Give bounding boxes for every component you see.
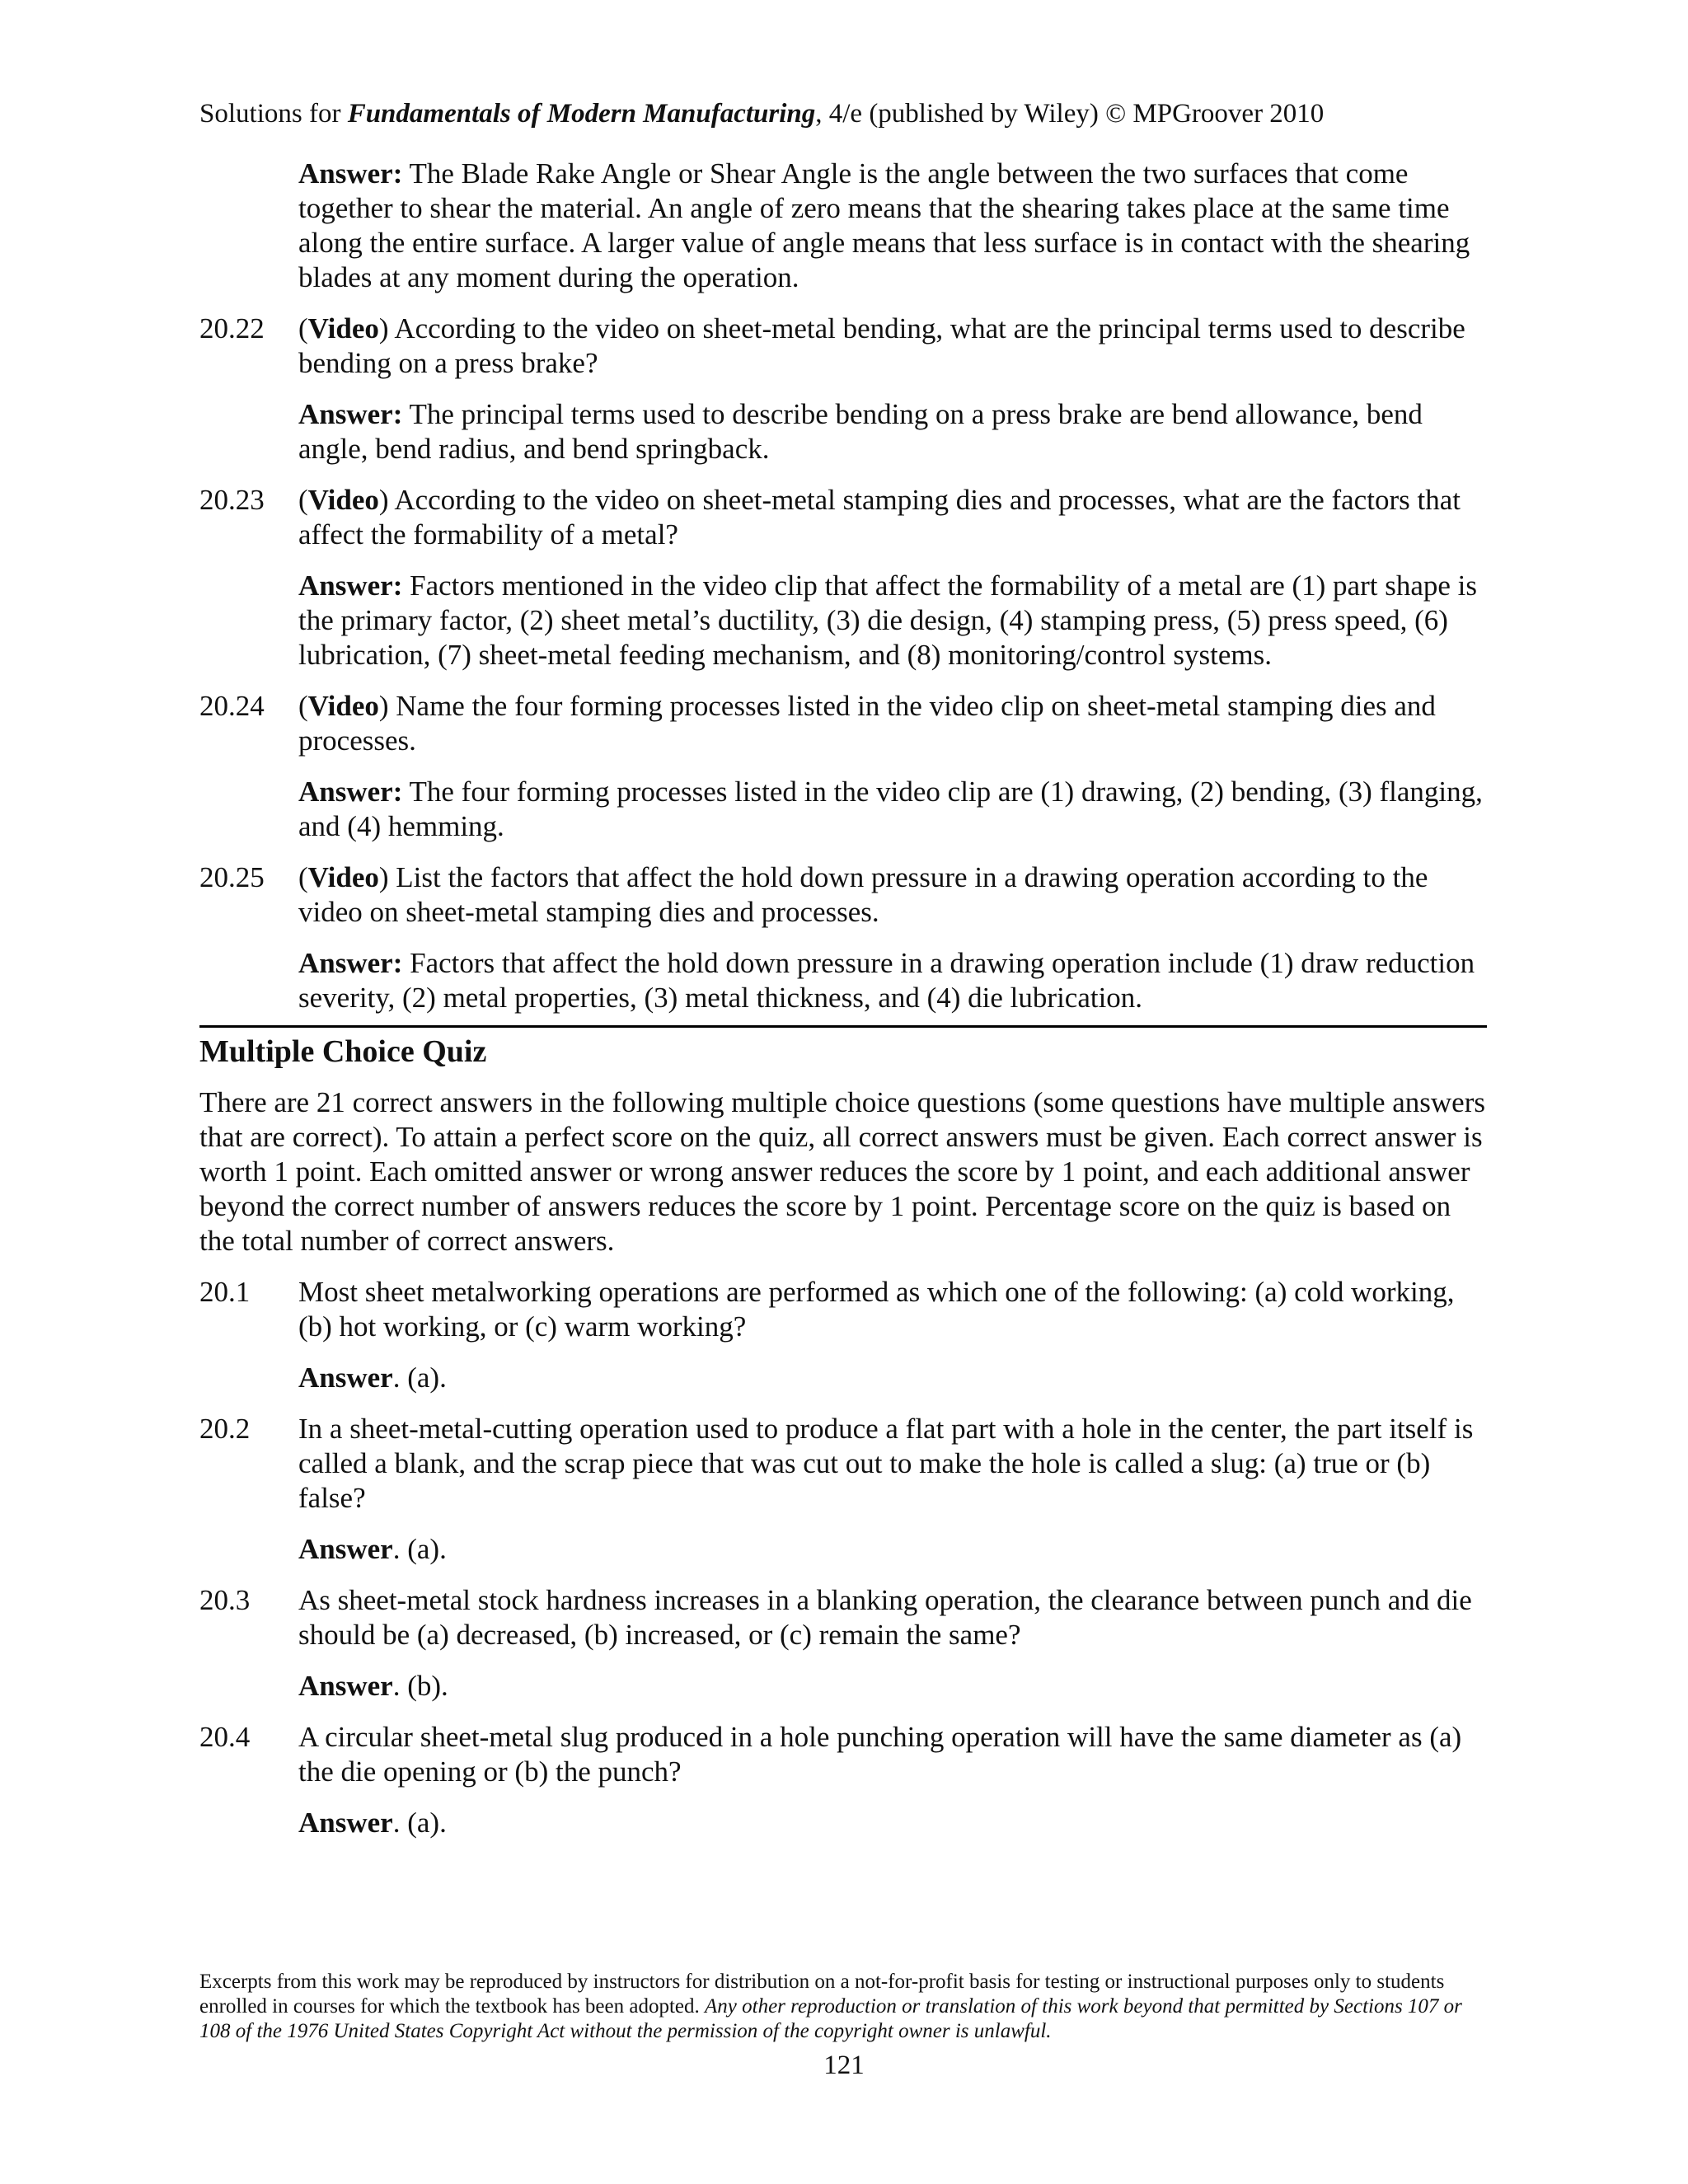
question-text: (Video) List the factors that affect the hold down pressure in a drawing operation according to the video on sheet-metal stamping dies and processes.	[298, 861, 1428, 928]
answer-text: Factors mentioned in the video clip that affect the formability of a metal are (1) part shape is the primary factor, (2) sheet metal’s ductility, (3) die design, (4) stamping press, (5) press speed, (6) lubrication, (7) sheet-metal feeding mechanism, and (8) monitoring/control systems.	[298, 569, 1478, 671]
question-number: 20.25	[199, 861, 265, 893]
answer-paragraph	[298, 397, 1487, 466]
question-body: ) According to the video on sheet-metal stamping dies and processes, what are the factors that affect the formability of a metal?	[298, 484, 1461, 551]
copyright-footer	[199, 1970, 1487, 2044]
answer-text: Factors that affect the hold down pressure in a drawing operation include (1) draw reduction severity, (2) metal properties, (3) metal thickness, and (4) die lubrication.	[298, 947, 1475, 1014]
quiz-question	[199, 1720, 1487, 1789]
answer-paragraph	[298, 157, 1487, 295]
page-number: 121	[823, 2050, 865, 2080]
section-divider	[199, 1025, 1487, 1028]
answer-label: Answer	[298, 1807, 393, 1839]
quiz-question	[199, 1275, 1487, 1344]
answer-label: Answer:	[298, 776, 403, 808]
answer-paragraph	[298, 775, 1487, 844]
question-text: (Video) According to the video on sheet-metal stamping dies and processes, what are the factors that affect the formability of a metal?	[298, 484, 1461, 551]
video-label: Video	[307, 312, 379, 344]
quiz-question	[199, 1583, 1487, 1652]
answer-paragraph	[298, 1806, 1487, 1840]
answer-paragraph	[298, 569, 1487, 673]
question-text: In a sheet-metal-cutting operation used to produce a flat part with a hole in the center, the part itself is called a blank, and the scrap piece that was cut out to make the hole is called a slug: (a) true or (b) false?	[298, 1413, 1474, 1514]
answer-text: . (b).	[392, 1670, 448, 1702]
answer-label: Answer	[298, 1670, 393, 1702]
video-label: Video	[307, 861, 379, 893]
question-number: 20.1	[199, 1276, 251, 1308]
answer-label: Answer:	[298, 398, 403, 430]
review-question	[199, 860, 1487, 930]
main-content	[199, 157, 1487, 1840]
answer-text: . (a).	[392, 1533, 447, 1565]
video-label: Video	[307, 484, 379, 516]
running-header	[199, 97, 1518, 130]
header-book-title: Fundamentals of Modern Manufacturing	[347, 99, 816, 129]
review-question	[199, 312, 1487, 381]
review-question	[199, 689, 1487, 758]
question-body: ) According to the video on sheet-metal bending, what are the principal terms used to describe bending on a press brake?	[298, 312, 1465, 379]
answer-text: . (a).	[392, 1807, 447, 1839]
answer-text: The principal terms used to describe bending on a press brake are bend allowance, bend angle, bend radius, and bend springback.	[298, 398, 1423, 465]
section-heading: Multiple Choice Quiz	[199, 1034, 487, 1069]
answer-label: Answer	[298, 1361, 393, 1394]
answer-label: Answer:	[298, 947, 403, 979]
answer-paragraph	[298, 1532, 1487, 1567]
quiz-intro: There are 21 correct answers in the following multiple choice questions (some questions have multiple answers that are correct). To attain a perfect score on the quiz, all correct answers must be given. Each correct answer is worth 1 point. Each omitted answer or wrong answer reduces the score by 1 point, and each additional answer beyond the correct number of answers reduces the score by 1 point. Percentage score on the quiz is based on the total number of correct answers.	[199, 1086, 1485, 1257]
question-text: A circular sheet-metal slug produced in a hole punching operation will have the same diameter as (a) the die opening or (b) the punch?	[298, 1721, 1462, 1788]
answer-label: Answer:	[298, 157, 403, 190]
question-text: (Video) According to the video on sheet-metal bending, what are the principal terms used to describe bending on a press brake?	[298, 312, 1465, 379]
question-text: Most sheet metalworking operations are performed as which one of the following: (a) cold working, (b) hot working, or (c) warm working?	[298, 1276, 1455, 1343]
review-question	[199, 483, 1487, 552]
question-text: (Video) Name the four forming processes listed in the video clip on sheet-metal stamping dies and processes.	[298, 690, 1436, 757]
answer-text: . (a).	[392, 1361, 447, 1394]
quiz-question	[199, 1412, 1487, 1516]
question-body: ) List the factors that affect the hold down pressure in a drawing operation according to the video on sheet-metal stamping dies and processes.	[298, 861, 1428, 928]
question-text: As sheet-metal stock hardness increases in a blanking operation, the clearance between punch and die should be (a) decreased, (b) increased, or (c) remain the same?	[298, 1584, 1472, 1651]
footer-plain-text: Excerpts from this work may be reproduced by instructors for distribution on a not-for-profit basis for testing or instructional purposes only to students enrolled in courses for which the textbook has been adopted.	[199, 1971, 1445, 2018]
question-number: 20.22	[199, 312, 265, 344]
answer-text: The Blade Rake Angle or Shear Angle is the angle between the two surfaces that come together to shear the material. An angle of zero means that the shearing takes place at the same time along the entire surface. A larger value of angle means that less surface is in contact with the shearing blades at any moment during the operation.	[298, 157, 1470, 293]
answer-paragraph	[298, 1361, 1487, 1395]
footer-italic-text: Any other reproduction or translation of this work beyond that permitted by Sections 107 or 108 of the 1976 United States Copyright Act without the permission of the copyright owner is unlawful.	[199, 1995, 1462, 2042]
header-suffix: , 4/e (published by Wiley) © MPGroover 2010	[815, 99, 1325, 129]
question-number: 20.2	[199, 1413, 251, 1445]
answer-paragraph	[298, 946, 1487, 1015]
header-prefix: Solutions for	[199, 99, 348, 129]
answer-paragraph	[298, 1669, 1487, 1704]
question-number: 20.4	[199, 1721, 251, 1753]
question-number: 20.3	[199, 1584, 251, 1616]
answer-label: Answer	[298, 1533, 393, 1565]
question-number: 20.23	[199, 484, 265, 516]
answer-text: The four forming processes listed in the video clip are (1) drawing, (2) bending, (3) flanging, and (4) hemming.	[298, 776, 1483, 842]
video-label: Video	[307, 690, 379, 722]
answer-label: Answer:	[298, 569, 403, 602]
question-number: 20.24	[199, 690, 265, 722]
question-body: ) Name the four forming processes listed in the video clip on sheet-metal stamping dies and processes.	[298, 690, 1436, 757]
